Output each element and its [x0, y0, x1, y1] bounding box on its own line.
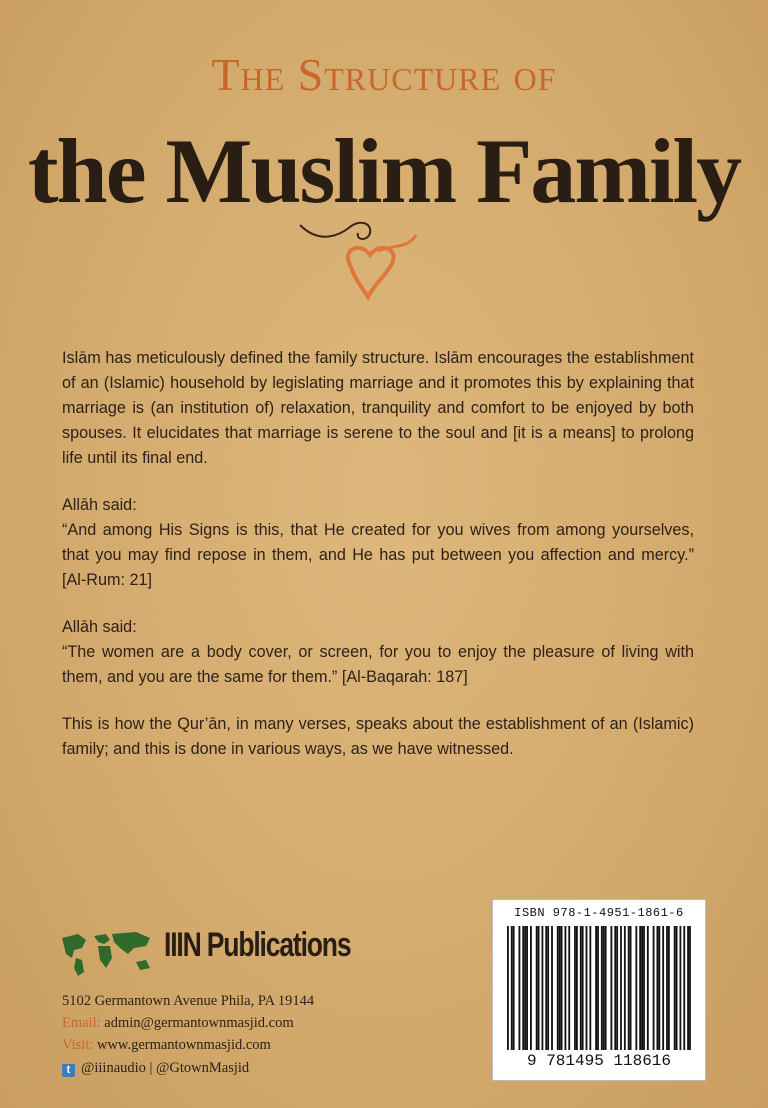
quote-al-baqarah: “The women are a body cover, or screen, for you to enjoy the pleasure of living with them, and you are the same for them.” [Al-Baqarah: 187]: [62, 643, 694, 686]
publisher-email-line: [62, 1015, 294, 1032]
publisher-name: IIIN Publications: [164, 926, 351, 964]
allah-said-label: Allāh said:: [62, 618, 137, 636]
social-handles[interactable]: @iiinaudio | @GtownMasjid: [81, 1060, 250, 1076]
closing-paragraph: This is how the Qur’ān, in many verses, speaks about the establishment of an (Islamic) family; and this is done in various ways, as we have witnessed.: [62, 715, 694, 758]
allah-said-label: Allāh said:: [62, 496, 137, 514]
publisher-address: 5102 Germantown Avenue Phila, PA 19144: [62, 993, 315, 1009]
email-label: Email:: [62, 1015, 101, 1031]
intro-paragraph: Islām has meticulously defined the family structure. Islām encourages the establishment of an (Islamic) household by legislating marriage and it promotes this by explaining that marriage is (an institution of) relaxation, tranquility and comfort to be enjoyed by both spouses. It elucidates that marriage is serene to the soul and [it is a means] to prolong life until its final end.: [62, 349, 694, 467]
world-map-logo-icon: [60, 928, 156, 978]
barcode-bars: [507, 926, 691, 1050]
heart-ornament-icon: [290, 205, 430, 305]
isbn-text: ISBN 978-1-4951-1861-6: [514, 906, 684, 920]
back-cover-text: [62, 346, 694, 784]
publisher-email[interactable]: admin@germantownmasjid.com: [104, 1015, 294, 1031]
publisher-website-line: [62, 1037, 271, 1054]
isbn-barcode: [492, 899, 706, 1081]
title-top: The Structure of: [211, 49, 557, 100]
quote-al-rum: “And among His Signs is this, that He created for you wives from among yourselves, that you may find repose in them, and He has put between you affection and mercy.” [Al-Rum: 21]: [62, 521, 694, 589]
book-title: the Muslim Family: [27, 120, 741, 222]
publisher-social-line: [62, 1060, 249, 1077]
publisher-website[interactable]: www.germantownmasjid.com: [96, 1037, 271, 1053]
visit-label: Visit:: [62, 1037, 94, 1053]
twitter-icon: t: [62, 1064, 75, 1077]
isbn-number: 9 781495 118616: [526, 1052, 672, 1070]
